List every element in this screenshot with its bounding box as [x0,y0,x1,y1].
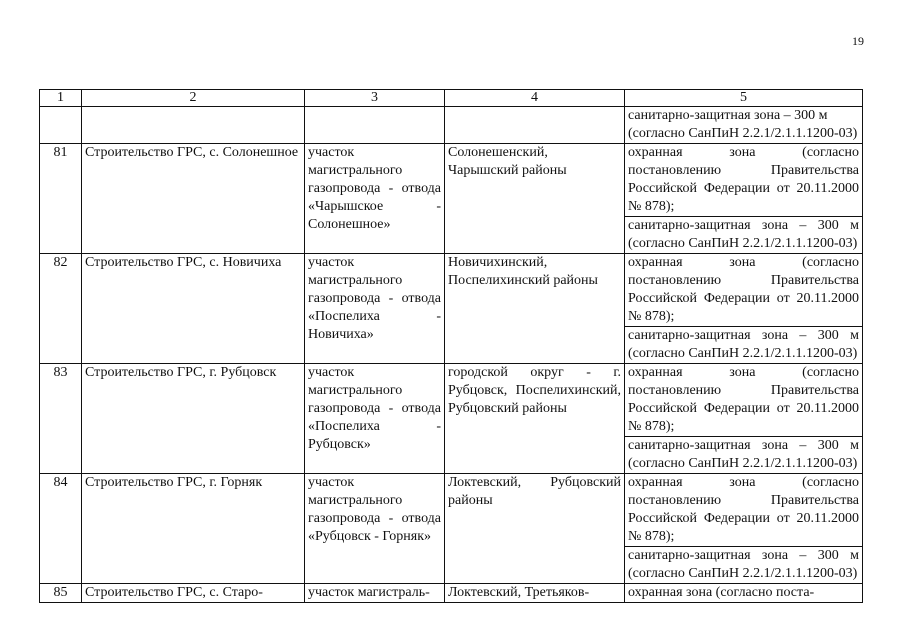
protection-zone-text: охранная зона (согласно постановлению Правительства Российской Федерации от 20.11.2000 № 878); [628,475,859,544]
cell-object: Строительство ГРС, с. Новичиха [82,254,305,364]
cell-section: участок магистраль- [305,584,445,603]
table-row [40,254,863,364]
cell-object: Строительство ГРС, г. Горняк [82,474,305,584]
cell-zones [625,254,863,364]
table-header-row [40,90,863,107]
cell-section: участок магистрального газопровода - отвода «Поспелиха - Новичиха» [305,254,445,364]
cell-object: Строительство ГРС, г. Рубцовск [82,364,305,474]
table-row [40,144,863,254]
protection-zone-text: охранная зона (согласно постановлению Правительства Российской Федерации от 20.11.2000 № 878); [628,255,859,324]
page-number: 19 [852,34,864,48]
sanitary-zone-text: санитарно-защитная зона – 300 м (согласно СанПиН 2.2.1/2.1.1.1200-03) [625,436,862,473]
table-row [40,474,863,584]
cell-zones [625,107,863,144]
column-header: 1 [40,90,82,107]
cell-object: Строительство ГРС, с. Старо- [82,584,305,603]
cell-districts: городской округ - г. Рубцовск, Поспелихинский, Рубцовский районы [445,364,625,474]
zones-table [39,89,863,603]
cell-districts: Новичихинский, Поспелихинский районы [445,254,625,364]
cell-zones [625,364,863,474]
zone-text: санитарно-защитная зона – 300 м (согласно СанПиН 2.2.1/2.1.1.1200-03) [628,108,858,141]
table-row [40,364,863,474]
cell-section: участок магистрального газопровода - отвода «Чарышское - Солонешное» [305,144,445,254]
cell-num: 82 [40,254,82,364]
sanitary-zone-text: санитарно-защитная зона – 300 м (согласно СанПиН 2.2.1/2.1.1.1200-03) [625,546,862,583]
cell-num: 85 [40,584,82,603]
cell-zones [625,474,863,584]
cell-num: 83 [40,364,82,474]
cell-num [40,107,82,144]
sanitary-zone-text: санитарно-защитная зона – 300 м (согласно СанПиН 2.2.1/2.1.1.1200-03) [625,326,862,363]
cell-num: 81 [40,144,82,254]
protection-zone-text: охранная зона (согласно постановлению Правительства Российской Федерации от 20.11.2000 № 878); [628,365,859,434]
column-header: 2 [82,90,305,107]
cell-section [305,107,445,144]
cell-zones [625,144,863,254]
column-header: 4 [445,90,625,107]
column-header: 3 [305,90,445,107]
cell-districts: Локтевский, Рубцовский районы [445,474,625,584]
table-row-partial [40,584,863,603]
cell-districts: Локтевский, Третьяков- [445,584,625,603]
cell-section: участок магистрального газопровода - отвода «Рубцовск - Горняк» [305,474,445,584]
protection-zone-text: охранная зона (согласно постановлению Правительства Российской Федерации от 20.11.2000 № 878); [628,145,859,214]
table-row-continuation [40,107,863,144]
cell-section: участок магистрального газопровода - отвода «Поспелиха - Рубцовск» [305,364,445,474]
cell-object: Строительство ГРС, с. Солонешное [82,144,305,254]
column-header: 5 [625,90,863,107]
cell-districts [445,107,625,144]
sanitary-zone-text: санитарно-защитная зона – 300 м (согласно СанПиН 2.2.1/2.1.1.1200-03) [625,216,862,253]
cell-zones: охранная зона (согласно поста- [625,584,863,603]
cell-districts: Солонешенский, Чарышский районы [445,144,625,254]
cell-num: 84 [40,474,82,584]
cell-object [82,107,305,144]
